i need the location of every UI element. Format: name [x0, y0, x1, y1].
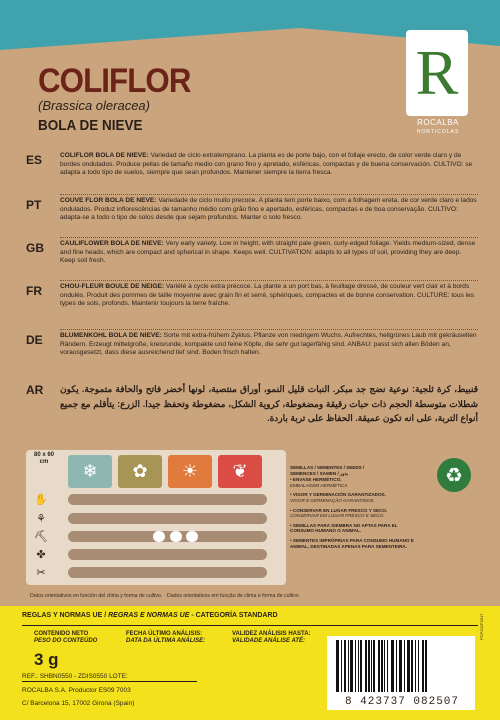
plant-spacing-label: 80 x 60 cm: [33, 452, 55, 465]
barcode-bar: [399, 640, 402, 692]
legend-item: • VIGOR Y GERMINACIÓN GARANTIZADOS. VIGOR E GERMINAÇÃO GARANTIDOS.: [290, 492, 386, 503]
barcode-bar: [350, 640, 353, 692]
producer-line: ROCALBA S.A. Productor ES09 7003: [22, 687, 131, 694]
barcode-bar: [418, 640, 419, 692]
logo-letter: R: [415, 37, 459, 108]
legend-item: • SEMENTES IMPRÓPRIAS PARA CONSUMO HUMANO E ANIMAL, DESTINADAS APENAS PARA SEMENTEIRA.: [290, 537, 414, 549]
calendar-row-icon: ✋: [34, 494, 48, 506]
variety-description: Sorte mit extra-frühem Zyklus. Pflanze von niedrigem Wuchs. Aufrechtes, hellgrünes Laub mit gekräuselten Rändern. Erzeugt mittelgroße, kreisrunde, kompakte und feine Köpfe, die sehr gut lagerfähig sind. ANBAU: passt sich allen Böden an, vorausgesetzt, dass diese ausreichend tief sind. Boden frisch halten.: [60, 332, 477, 357]
rules-italic: REGRAS E NORMAS UE: [108, 612, 190, 619]
barcode-bar: [368, 640, 370, 692]
barcode-bar: [407, 640, 410, 692]
variety-description: Very early variety. Low in height, with straight pale green, curly-edged foliage. Yields medium-sized, dense and fine heads, which are compact and spherical in shape. Keeps well. CULTIVATION: adapts to all types of soil, providing they are deep. Keep soil fresh.: [60, 240, 476, 265]
variety-name: BOLA DE NIEVE: [38, 117, 143, 134]
latin-name: (Brassica oleracea): [38, 98, 150, 113]
dotted-separator: [60, 237, 478, 238]
barcode-bar: [336, 640, 339, 692]
validity-label-es: VALIDEZ ANÁLISIS HASTA:: [232, 631, 311, 637]
analysis-label-es: FECHA ÚLTIMO ANÁLISIS:: [126, 631, 203, 637]
dotted-separator: [60, 194, 478, 195]
lang-text-gb: [60, 240, 478, 266]
content-label-es: CONTENIDO NETO: [34, 631, 89, 637]
variety-description: Variedade de ciclo muito precoce. A planta tem porte baixo, com a folhagem ereta, de cor verde claro e lados ondulados. Produz inflorescências de tamanho médio com grão fino e apertado, esféricas, compactas e de boa conservação. CULTIVO: adapta-se a todo o tipo de solos desde que sejam profundos. Manter o solo fresco.: [60, 197, 477, 222]
legend-item: • SEMILLAS PARA SIEMBRA NO APTAS PARA EL CONSUMO HUMANO O ANIMAL.: [290, 522, 398, 534]
brand-subtitle: HORTICOLAS: [416, 129, 460, 135]
seed-legend: [290, 465, 420, 553]
calendar-bar: [68, 513, 267, 524]
legend-title-ar: بذور: [340, 470, 349, 476]
variety-description: Variété à cycle extra précoce. La plante a un port bas, à feuillage dressé, de couleur vert clair et à bords ondulés. Produit des pommes de taille moyenne avec grain fin et serré, sphériques, compactes et de bonne conservation. CULTURE: tous les types de sols, profonds. Maintenir toujours la terre fraîche.: [60, 283, 475, 308]
legend-item-pt: VIGOR E GERMINAÇÃO GARANTIDOS.: [290, 497, 375, 503]
lang-code-ar: AR: [26, 383, 44, 397]
barcode-bar: [387, 640, 388, 692]
calendar-month-marker: [153, 531, 165, 542]
barcode-bar: [365, 640, 367, 692]
validity-label-pt: VALIDADE ANÁLISE ATÉ:: [232, 638, 305, 644]
legend-item: • CONSERVAR EN LUGAR FRESCO Y SECO. CONSERVAR EM LUGAR FRESCO E SECO.: [290, 507, 388, 519]
lang-text-pt: [60, 197, 478, 223]
calendar-row-icon: ⛏: [34, 531, 48, 543]
legend-title: SEMILLAS / SEMENTES / SEEDS /: [290, 465, 365, 470]
dotted-separator: [60, 280, 478, 281]
barcode-bar: [396, 640, 397, 692]
barcode-bar: [355, 640, 356, 692]
lang-text-es: [60, 152, 478, 178]
footer-divider: [22, 625, 478, 626]
lang-text-de: [60, 332, 478, 358]
season-icon: ☀: [168, 455, 212, 488]
barcode-bar: [360, 640, 362, 692]
variety-heading: COLIFLOR BOLA DE NIEVE:: [60, 152, 149, 159]
season-icon: ❄: [68, 455, 112, 488]
barcode-bar: [358, 640, 359, 692]
validity-label: [232, 631, 311, 645]
legend-item-es: ENVASE HERMÉTICO.: [292, 477, 342, 483]
variety-heading: CAULIFLOWER BOLA DE NIEVE:: [60, 240, 164, 247]
barcode-bar: [381, 640, 383, 692]
barcode-bar: [344, 640, 346, 692]
green-dot-recycle-icon: ♻: [437, 458, 471, 492]
content-label-pt: PESO DO CONTEÚDO: [34, 638, 98, 644]
barcode-bar: [384, 640, 385, 692]
barcode-bar: [348, 640, 349, 692]
rules-text: REGLAS Y NORMAS UE /: [22, 612, 109, 619]
legend-item: • ENVASE HERMÉTICO. EMBALAGEM HERMÉTICA: [290, 477, 348, 488]
arabic-description: قنبيط، كرة ثلجية: نوعية نضج جد مبكر. النبات قليل النمو، أوراق منتصبة، لونها أخضر فاتح والحافة متموجة. يكون شطلات متوسطة الحجم ذات حبات رقيقة ومضغوطة، كروية الشكل، مضغوطة وتحفظ جيدا. الزرع: يتأقلم مع جميع أنواع التربة، على انه تكون عميقة. الحفاظ على تربة باردة.: [60, 384, 478, 423]
lang-code-fr: FR: [26, 284, 42, 298]
barcode-bar: [378, 640, 380, 692]
lang-code-de: DE: [26, 333, 43, 347]
barcode-bars: [334, 640, 468, 696]
calendar-bar: [68, 549, 267, 560]
rocalba-logo: [406, 30, 468, 116]
calendar-bar: [68, 531, 267, 542]
legend-item-es: VIGOR Y GERMINACIÓN GARANTIZADOS.: [292, 492, 386, 498]
calendar-row-icon: ✤: [36, 549, 46, 561]
product-title: COLIFLOR: [38, 62, 191, 100]
calendar-month-marker: [170, 531, 182, 542]
variety-description: Variedad de ciclo extratemprano. La planta es de porte bajo, con el follaje erecto, de color verde claro y de bordes ondulados. Produce pellas de tamaño medio con grano fino y apretado, esféricas, compactas y de buena conservación. CULTIVO: se adapta a todo tipo de suelos, siempre que sean profundos. Mantener siempre la tierra fresca.: [60, 152, 473, 177]
barcode-number: 8 423737 082507: [344, 696, 460, 708]
legend-item-es: CONSERVAR EN LUGAR FRESCO Y SECO.: [292, 507, 388, 513]
calendar-month-marker: [186, 531, 198, 542]
rules-tail: - CATEGORÍA STANDARD: [189, 612, 278, 619]
vertical-code: PCP202P2017: [479, 613, 484, 640]
variety-heading: COUVE FLOR BOLA DE NEVE:: [60, 197, 157, 204]
season-icon: ❦: [218, 455, 262, 488]
net-content-label: [34, 631, 97, 645]
barcode-bar: [373, 640, 375, 692]
legend-items: [290, 477, 420, 549]
analysis-label-pt: DATA DA ÚLTIMA ANÁLISE:: [126, 638, 206, 644]
barcode-bar: [341, 640, 342, 692]
dotted-separator: [60, 329, 478, 330]
footer-note: Datos orientativos en función del clima y forma de cultivo. · Dados orientativos em função de clima e forma de cultivo: [30, 593, 299, 599]
legend-item-pt: EMBALAGEM HERMÉTICA: [290, 482, 348, 488]
variety-heading: CHOU-FLEUR BOULE DE NEIGE:: [60, 283, 165, 290]
legend-item-es: SEMILLAS PARA SIEMBRA NO APTAS PARA EL CONSUMO HUMANO O ANIMAL.: [290, 522, 398, 534]
calendar-bar: [68, 494, 267, 505]
legend-title-2: SEMENCES / SAMEN /: [290, 470, 339, 476]
brand-name: ROCALBA: [417, 118, 459, 127]
barcode-bar: [404, 640, 405, 692]
lang-code-gb: GB: [26, 241, 44, 255]
season-icon: ✿: [118, 455, 162, 488]
net-weight: 3 g: [34, 650, 59, 669]
legend-item-es: SEMENTES IMPRÓPRIAS PARA CONSUMO HUMANO E ANIMAL, DESTINADAS APENAS PARA SEMENTEIRA.: [290, 537, 414, 549]
lang-code-es: ES: [26, 153, 43, 167]
barcode-bar: [371, 640, 372, 692]
barcode-bar: [425, 640, 427, 692]
lang-code-pt: PT: [26, 198, 42, 212]
barcode-bar: [415, 640, 416, 692]
ref-divider: [22, 681, 197, 682]
barcode-bar: [422, 640, 424, 692]
address-line: C/ Barcelona 15, 17002 Girona (Spain): [22, 700, 135, 707]
last-analysis-label: [126, 631, 205, 645]
barcode-bar: [391, 640, 394, 692]
calendar-row-icon: ⚘: [36, 513, 46, 525]
reference-lot: REF.: SHBN0550 - ZDIS0550 LOTE:: [22, 673, 128, 680]
variety-heading: BLUMENKOHL BOLA DE NIEVE:: [60, 332, 162, 339]
calendar-bar: [68, 567, 267, 578]
eu-rules-line: [22, 612, 278, 619]
calendar-row-icon: ✂: [36, 567, 46, 579]
lang-text-fr: [60, 283, 478, 309]
barcode-bar: [411, 640, 413, 692]
legend-item-pt: CONSERVAR EM LUGAR FRESCO E SECO.: [290, 513, 385, 519]
